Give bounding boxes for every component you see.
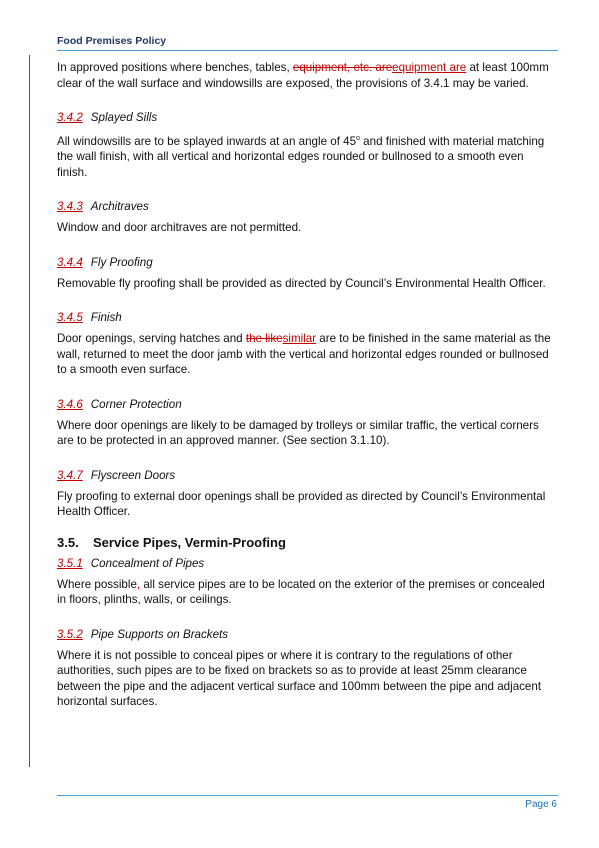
- subsection-title: Flyscreen Doors: [90, 468, 176, 482]
- text-run: Where possible: [57, 577, 137, 591]
- inserted-text: ,: [329, 76, 333, 90]
- text-run: the provisions of 3.4.1 may be varied.: [332, 76, 529, 90]
- paragraph-finish: [57, 331, 557, 378]
- paragraph-fly-proofing: Removable fly proofing shall be provided as directed by Council’s Environmental Health Officer.: [57, 276, 546, 290]
- text-run: In approved positions where benches, tables,: [57, 61, 293, 74]
- subsection-title: Concealment of Pipes: [90, 556, 205, 570]
- subsection-title: Finish: [90, 311, 122, 325]
- deleted-text: equipment, etc. are: [292, 61, 393, 74]
- page-number: Page 6: [525, 799, 557, 810]
- paragraph-corner-protection: Where door openings are likely to be damaged by trolleys or similar traffic, the vertical corners are to be protected in an approved manner. (See section 3.1.10).: [57, 418, 539, 448]
- text-run: and finished with material matching the wall finish, with all vertical and horizontal edges rounded or bullnosed to a smooth even finish.: [57, 134, 545, 179]
- section-heading-3-5: [57, 535, 557, 551]
- deleted-text: the like: [245, 332, 283, 346]
- subsection-title: Pipe Supports on Brackets: [90, 627, 229, 641]
- paragraph-flyscreen-doors: Fly proofing to external door openings shall be provided as directed by Council’s Environmental Health Officer.: [57, 489, 546, 519]
- subsection-heading-3-4-5: [57, 310, 557, 325]
- header-divider: [57, 50, 558, 51]
- inserted-text: ,: [136, 577, 141, 591]
- paragraph-architraves: Window and door architraves are not permitted.: [57, 221, 302, 235]
- subsection-number: 3.4.7: [57, 468, 83, 482]
- inserted-text: equipment are: [392, 61, 467, 74]
- subsection-number: 3.4.5: [57, 311, 83, 325]
- inserted-text: similar: [282, 332, 317, 346]
- subsection-title: Fly Proofing: [90, 255, 153, 269]
- section-title: Service Pipes, Vermin-Proofing: [93, 534, 286, 550]
- footer-divider: [57, 795, 558, 796]
- paragraph-splayed-sills: [57, 131, 557, 180]
- subsection-heading-3-5-2: [57, 627, 557, 642]
- subsection-title: Architraves: [90, 200, 149, 214]
- subsection-number: 3.5.2: [57, 627, 83, 641]
- text-run: at least 100mm clear of the wall surface and windowsills are exposed: [57, 61, 549, 90]
- text-run: All windowsills are to be splayed inwards at an angle of 45: [57, 134, 357, 148]
- paragraph-pipe-supports: Where it is not possible to conceal pipes or where it is contrary to the regulations of other authorities, such pipes are to be fixed on brackets so as to provide at least 25mm clearance between the pipe and the adjacent vertical surface and 100mm between the pipe and adjacent horizontal surfaces.: [57, 648, 542, 709]
- text-run: are to be finished in the same material as the wall, returned to meet the door jamb with the vertical and horizontal edges rounded or bullnosed to a smooth even surface.: [57, 332, 551, 377]
- text-run: all service pipes are to be located on the exterior of the premises or concealed in floors, plinths, walls, or ceilings.: [57, 577, 545, 607]
- section-number: 3.5.: [57, 534, 79, 550]
- subsection-number: 3.4.4: [57, 255, 83, 269]
- subsection-number: 3.4.2: [57, 111, 83, 124]
- subsection-number: 3.4.6: [57, 397, 83, 411]
- subsection-title: Splayed Sills: [90, 111, 158, 124]
- subsection-heading-3-4-6: [57, 397, 557, 412]
- subsection-number: 3.4.3: [57, 200, 83, 214]
- subsection-heading-3-4-2: [57, 110, 557, 125]
- subsection-title: Corner Protection: [90, 397, 182, 411]
- subsection-heading-3-4-3: [57, 199, 557, 214]
- subsection-heading-3-4-4: [57, 255, 557, 270]
- document-header-title: Food Premises Policy: [57, 35, 167, 47]
- subsection-heading-3-4-7: [57, 468, 557, 483]
- paragraph-concealment-of-pipes: [57, 577, 557, 608]
- degree-superscript: o: [356, 135, 360, 142]
- document-body: [57, 60, 557, 710]
- revision-change-bar: [29, 55, 30, 767]
- text-run: Door openings, serving hatches and: [57, 332, 246, 346]
- subsection-number: 3.5.1: [57, 556, 83, 570]
- intro-paragraph: [57, 60, 557, 91]
- subsection-heading-3-5-1: [57, 556, 557, 571]
